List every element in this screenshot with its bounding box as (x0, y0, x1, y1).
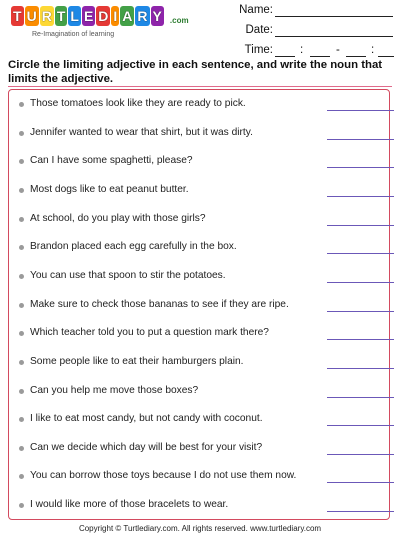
logo-wordmark (8, 5, 168, 27)
time-start-hour[interactable] (275, 56, 295, 57)
question-text: You can borrow those toys because I do not use them now. (30, 470, 297, 482)
answer-line[interactable] (327, 311, 394, 312)
question-item (19, 499, 389, 515)
bullet-icon (19, 131, 24, 136)
question-item (19, 385, 389, 401)
question-item (19, 98, 389, 114)
answer-line[interactable] (327, 454, 394, 455)
bullet-icon (19, 159, 24, 164)
question-item (19, 184, 389, 200)
name-field[interactable] (218, 2, 398, 22)
bullet-icon (19, 245, 24, 250)
date-label: Date: (245, 24, 273, 36)
answer-line[interactable] (327, 368, 394, 369)
question-item (19, 270, 389, 286)
question-text: Brandon placed each egg carefully in the box. (30, 241, 237, 253)
answer-line[interactable] (327, 482, 394, 483)
answer-line[interactable] (327, 110, 394, 111)
question-text: Those tomatoes look like they are ready to pick. (30, 98, 246, 109)
bullet-icon (19, 188, 24, 193)
question-item (19, 155, 389, 171)
answer-line[interactable] (327, 253, 394, 254)
bullet-icon (19, 331, 24, 336)
copyright: Copyright © Turtlediary.com. All rights reserved. www.turtlediary.com (78, 524, 322, 533)
time-colon-1: : (300, 44, 304, 56)
answer-line[interactable] (327, 425, 394, 426)
name-label: Name: (239, 4, 273, 16)
bullet-icon (19, 303, 24, 308)
answer-line[interactable] (327, 397, 394, 398)
time-colon-2: : (371, 44, 375, 56)
question-item (19, 356, 389, 372)
answer-line[interactable] (327, 167, 394, 168)
bullet-icon (19, 217, 24, 222)
question-item (19, 213, 389, 229)
logo-domain: .com (169, 15, 189, 25)
student-info-fields (218, 2, 398, 62)
bullet-icon (19, 360, 24, 365)
bullet-icon (19, 274, 24, 279)
logo-letter: A (122, 8, 133, 24)
logo-letter: T (13, 8, 22, 24)
question-item (19, 299, 389, 315)
logo-letter: I (113, 8, 118, 24)
question-text: At school, do you play with those girls? (30, 212, 206, 224)
turtle-diary-logo (8, 4, 189, 44)
bullet-icon (19, 503, 24, 508)
logo-letter: T (56, 8, 66, 24)
logo-tagline: Re-Imagination of learning (32, 31, 115, 38)
bullet-icon (19, 102, 24, 107)
name-line[interactable] (275, 16, 393, 17)
logo-letter: Y (152, 8, 162, 24)
logo-letter: R (137, 8, 148, 24)
logo-letter: U (26, 8, 37, 24)
question-text: Which teacher told you to put a question mark there? (30, 327, 269, 339)
logo-letter: D (98, 8, 109, 24)
answer-line[interactable] (327, 139, 394, 140)
date-field[interactable] (218, 22, 398, 42)
question-item (19, 241, 389, 257)
instructions: Circle the limiting adjective in each sentence, and write the noun that limits the adjective. (8, 59, 383, 85)
question-text: Most dogs like to eat peanut butter. (30, 183, 189, 195)
question-text: You can use that spoon to stir the potatoes. (30, 269, 226, 281)
question-item (19, 470, 389, 486)
worksheet-header (0, 0, 400, 58)
question-text: Make sure to check those bananas to see if they are ripe. (30, 298, 289, 310)
question-text: Can I have some spaghetti, please? (30, 155, 193, 167)
date-line[interactable] (275, 36, 393, 37)
question-text: Can we decide which day will be best for your visit? (30, 441, 263, 453)
bullet-icon (19, 446, 24, 451)
question-item (19, 442, 389, 458)
divider (8, 86, 392, 87)
bullet-icon (19, 474, 24, 479)
question-text: I like to eat most candy, but not candy with coconut. (30, 413, 263, 425)
answer-line[interactable] (327, 282, 394, 283)
question-box (8, 89, 390, 520)
time-end-hour[interactable] (346, 56, 366, 57)
bullet-icon (19, 389, 24, 394)
logo-letter: L (70, 8, 79, 24)
question-text: Some people like to eat their hamburgers plain. (30, 355, 244, 367)
time-end-minute[interactable] (378, 56, 394, 57)
logo-letter: E (83, 8, 94, 24)
question-text: Can you help me move those boxes? (30, 384, 199, 396)
answer-line[interactable] (327, 196, 394, 197)
question-item (19, 127, 389, 143)
logo-letter: R (41, 8, 52, 24)
answer-line[interactable] (327, 511, 394, 512)
question-item (19, 327, 389, 343)
answer-line[interactable] (327, 225, 394, 226)
time-start-minute[interactable] (310, 56, 330, 57)
question-item (19, 413, 389, 429)
time-dash: - (336, 44, 340, 56)
question-text: Jennifer wanted to wear that shirt, but it was dirty. (30, 126, 253, 138)
time-label: Time: (244, 44, 273, 56)
question-text: I would like more of those bracelets to wear. (30, 499, 229, 511)
answer-line[interactable] (327, 339, 394, 340)
bullet-icon (19, 417, 24, 422)
